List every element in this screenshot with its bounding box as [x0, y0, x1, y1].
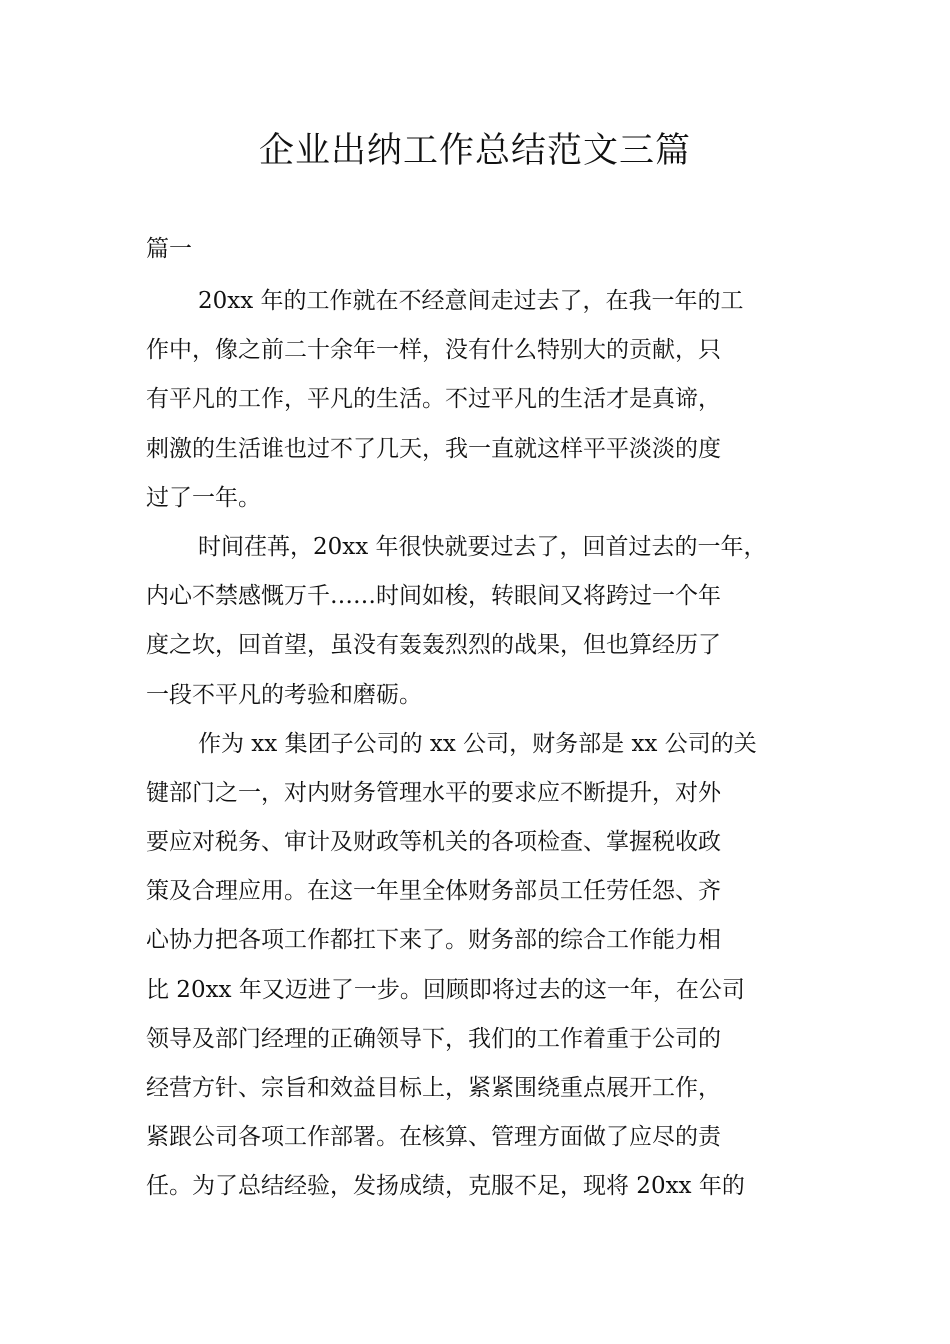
paragraph-line: 作中，像之前二十余年一样，没有什么特别大的贡献，只: [146, 337, 721, 364]
paragraph-line: 过了一年。: [146, 484, 261, 511]
paragraph-line: 度之坎，回首望，虽没有轰轰烈烈的战果，但也算经历了: [146, 632, 721, 659]
section-label: 篇一: [146, 236, 192, 262]
paragraph-line: 任。为了总结经验，发扬成绩，克服不足，现将 20xx 年的: [146, 1173, 745, 1200]
paragraph-2: [146, 528, 816, 725]
paragraph-line: 内心不禁感慨万千……时间如梭，转眼间又将跨过一个年: [146, 583, 721, 610]
paragraph-line: 键部门之一，对内财务管理水平的要求应不断提升，对外: [146, 779, 721, 806]
paragraph-3: [146, 725, 816, 1217]
paragraph-1: [146, 282, 816, 528]
document-body: [146, 282, 816, 1217]
paragraph-line: 心协力把各项工作都扛下来了。财务部的综合工作能力相: [146, 927, 721, 954]
paragraph-line: 策及合理应用。在这一年里全体财务部员工任劳任怨、齐: [146, 878, 721, 905]
paragraph-line: 时间荏苒，20xx 年很快就要过去了，回首过去的一年，: [198, 533, 767, 560]
paragraph-line: 一段不平凡的考验和磨砺。: [146, 681, 422, 708]
paragraph-line: 紧跟公司各项工作部署。在核算、管理方面做了应尽的责: [146, 1124, 721, 1151]
paragraph-line: 经营方针、宗旨和效益目标上，紧紧围绕重点展开工作，: [146, 1075, 721, 1101]
paragraph-line: 20xx 年的工作就在不经意间走过去了，在我一年的工: [198, 288, 744, 314]
paragraph-line: 要应对税务、审计及财政等机关的各项检查、掌握税收政: [146, 829, 721, 856]
paragraph-line: 领导及部门经理的正确领导下，我们的工作着重于公司的: [146, 1025, 721, 1052]
paragraph-line: 比 20xx 年又迈进了一步。回顾即将过去的这一年，在公司: [146, 976, 745, 1003]
document-title: 企业出纳工作总结范文三篇: [258, 131, 691, 171]
paragraph-line: 有平凡的工作，平凡的生活。不过平凡的生活才是真谛，: [146, 386, 721, 413]
paragraph-line: 刺激的生活谁也过不了几天，我一直就这样平平淡淡的度: [146, 435, 721, 462]
paragraph-line: 作为 xx 集团子公司的 xx 公司，财务部是 xx 公司的关: [198, 730, 757, 757]
